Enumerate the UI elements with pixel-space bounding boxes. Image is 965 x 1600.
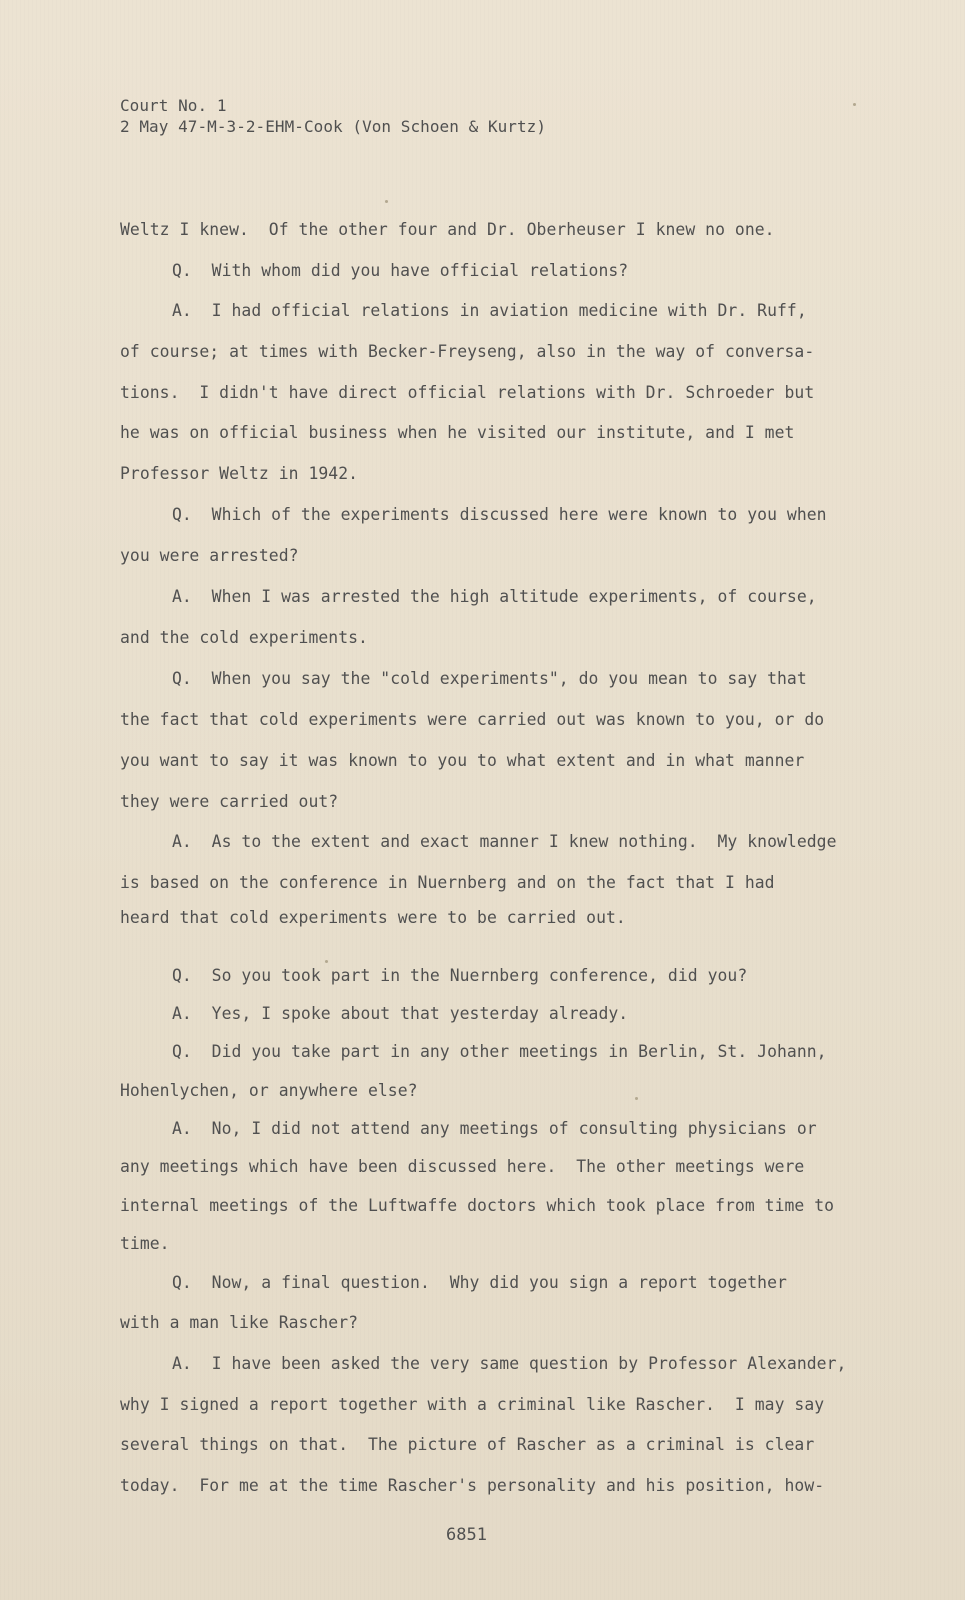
transcript-line: the fact that cold experiments were carried out was known to you, or do — [120, 710, 825, 729]
transcript-line: A. No, I did not attend any meetings of consulting physicians or — [172, 1119, 817, 1138]
transcript-line: A. I had official relations in aviation medicine with Dr. Ruff, — [172, 301, 807, 320]
transcript-line: they were carried out? — [120, 792, 339, 811]
transcript-line: Q. So you took part in the Nuernberg conference, did you? — [172, 966, 748, 985]
paper-speck — [853, 103, 856, 106]
transcript-line: you were arrested? — [120, 546, 299, 565]
transcript-line: any meetings which have been discussed here. The other meetings were — [120, 1157, 805, 1176]
transcript-line: Q. When you say the "cold experiments", do you mean to say that — [172, 669, 807, 688]
transcript-line: Hohenlychen, or anywhere else? — [120, 1081, 418, 1100]
transcript-line: A. When I was arrested the high altitude experiments, of course, — [172, 587, 817, 606]
transcript-line: Q. Now, a final question. Why did you sign a report together — [172, 1273, 787, 1292]
transcript-line: he was on official business when he visited our institute, and I met — [120, 423, 795, 442]
transcript-line: is based on the conference in Nuernberg and on the fact that I had — [120, 873, 775, 892]
transcript-line: and the cold experiments. — [120, 628, 368, 647]
transcript-line: A. As to the extent and exact manner I knew nothing. My knowledge — [172, 832, 837, 851]
transcript-line: tions. I didn't have direct official relations with Dr. Schroeder but — [120, 383, 815, 402]
transcript-line: A. I have been asked the very same question by Professor Alexander, — [172, 1354, 847, 1373]
transcript-line: why I signed a report together with a criminal like Rascher. I may say — [120, 1395, 825, 1414]
transcript-line: Weltz I knew. Of the other four and Dr. Oberheuser I knew no one. — [120, 220, 775, 239]
transcript-line: Q. Which of the experiments discussed here were known to you when — [172, 505, 827, 524]
transcript-line: of course; at times with Becker-Freyseng, also in the way of conversa- — [120, 342, 815, 361]
paper-speck — [385, 200, 388, 203]
session-line: 2 May 47-M-3-2-EHM-Cook (Von Schoen & Kurtz) — [120, 117, 547, 136]
paper-speck — [635, 1097, 638, 1100]
transcript-line: today. For me at the time Rascher's personality and his position, how- — [120, 1476, 825, 1495]
court-number: Court No. 1 — [120, 96, 227, 115]
transcript-line: Q. Did you take part in any other meetings in Berlin, St. Johann, — [172, 1042, 827, 1061]
paper-speck — [325, 960, 328, 963]
transcript-line: several things on that. The picture of Rascher as a criminal is clear — [120, 1435, 815, 1454]
page-number: 6851 — [446, 1525, 487, 1545]
transcript-line: internal meetings of the Luftwaffe doctors which took place from time to — [120, 1196, 835, 1215]
transcript-line: time. — [120, 1234, 170, 1253]
transcript-line: Q. With whom did you have official relations? — [172, 261, 629, 280]
transcript-line: you want to say it was known to you to what extent and in what manner — [120, 751, 805, 770]
transcript-line: Professor Weltz in 1942. — [120, 464, 359, 483]
transcript-line: heard that cold experiments were to be carried out. — [120, 908, 626, 927]
transcript-line: with a man like Rascher? — [120, 1313, 359, 1332]
transcript-line: A. Yes, I spoke about that yesterday already. — [172, 1004, 629, 1023]
